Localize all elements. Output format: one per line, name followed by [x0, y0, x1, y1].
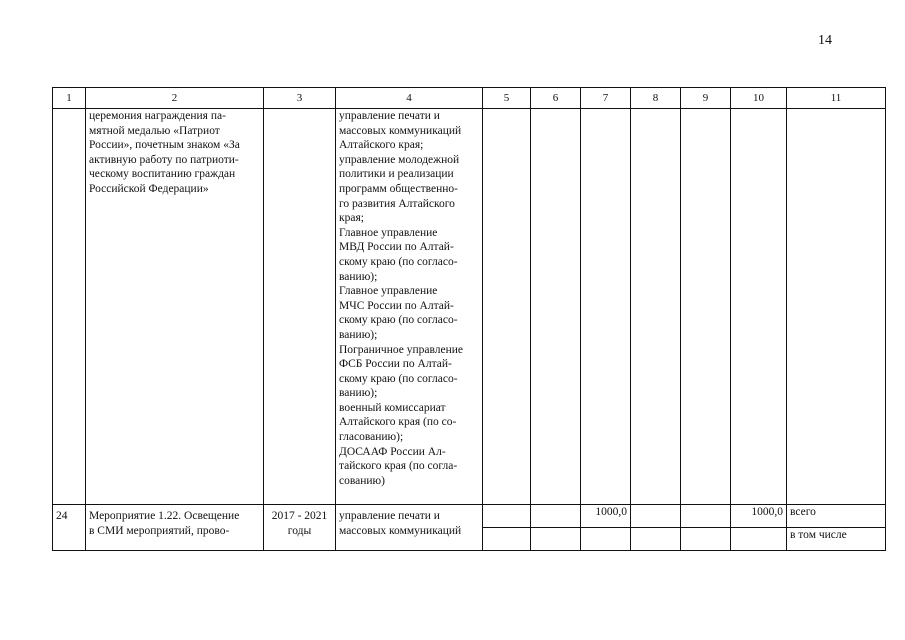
- cell-r24b-col6: [531, 528, 581, 551]
- header-col-10: 10: [731, 88, 787, 109]
- cell-period: [264, 109, 336, 505]
- page-number: 14: [818, 33, 832, 48]
- header-col-1: 1: [53, 88, 86, 109]
- cell-responsible: управление печати и массовых коммуникаций: [336, 505, 483, 551]
- cell-number: [53, 109, 86, 505]
- cell-event-title: Мероприятие 1.22. Освещение в СМИ мероприятий, прово-: [86, 505, 264, 551]
- header-col-5: 5: [483, 88, 531, 109]
- cell-r24-col6: [531, 505, 581, 528]
- header-col-8: 8: [631, 88, 681, 109]
- cell-funding-including-label: в том числе: [787, 528, 886, 551]
- cell-col7: [581, 109, 631, 505]
- cell-r24b-col8: [631, 528, 681, 551]
- cell-executors: управление печати и массовых коммуникаций Алтайского края; управление молодежной политики и реализации программ общественно- го развития Алтайского края; Главное управление МВД России по Алтай- скому краю (по согласо- ванию); Главное управление МЧС России по Алтай- скому краю (по согласо- ванию); Пограничное управление ФСБ России по Алтай- скому краю (по согласо- ванию); военный комиссариат Алтайского края (по со- гласованию); ДОСААФ России Ал- тайского края (по согла- сованию): [336, 109, 483, 505]
- header-col-11: 11: [787, 88, 886, 109]
- cell-col6: [531, 109, 581, 505]
- cell-total-col7: 1000,0: [581, 505, 631, 528]
- header-col-9: 9: [681, 88, 731, 109]
- cell-col10: [731, 109, 787, 505]
- cell-r24b-col9: [681, 528, 731, 551]
- cell-row-number: 24: [53, 505, 86, 551]
- cell-col5: [483, 109, 531, 505]
- header-col-4: 4: [336, 88, 483, 109]
- header-row: [53, 88, 886, 109]
- cell-r24b-col5: [483, 528, 531, 551]
- table-row-24: [53, 505, 886, 528]
- cell-col8: [631, 109, 681, 505]
- cell-total-col10: 1000,0: [731, 505, 787, 528]
- cell-r24b-col10: [731, 528, 787, 551]
- header-col-7: 7: [581, 88, 631, 109]
- header-col-2: 2: [86, 88, 264, 109]
- cell-years: 2017 - 2021 годы: [264, 505, 336, 551]
- cell-col11: [787, 109, 886, 505]
- cell-event-description: церемония награждения па- мятной медалью «Патриот России», почетным знаком «За активную работу по патриоти- ческому воспитанию граждан Российской Федерации»: [86, 109, 264, 505]
- cell-r24-col8: [631, 505, 681, 528]
- cell-funding-total-label: всего: [787, 505, 886, 528]
- header-col-3: 3: [264, 88, 336, 109]
- cell-r24-col9: [681, 505, 731, 528]
- cell-r24b-col7: [581, 528, 631, 551]
- cell-col9: [681, 109, 731, 505]
- budget-table: [52, 87, 886, 551]
- table-row-continued: [53, 109, 886, 505]
- header-col-6: 6: [531, 88, 581, 109]
- cell-r24-col5: [483, 505, 531, 528]
